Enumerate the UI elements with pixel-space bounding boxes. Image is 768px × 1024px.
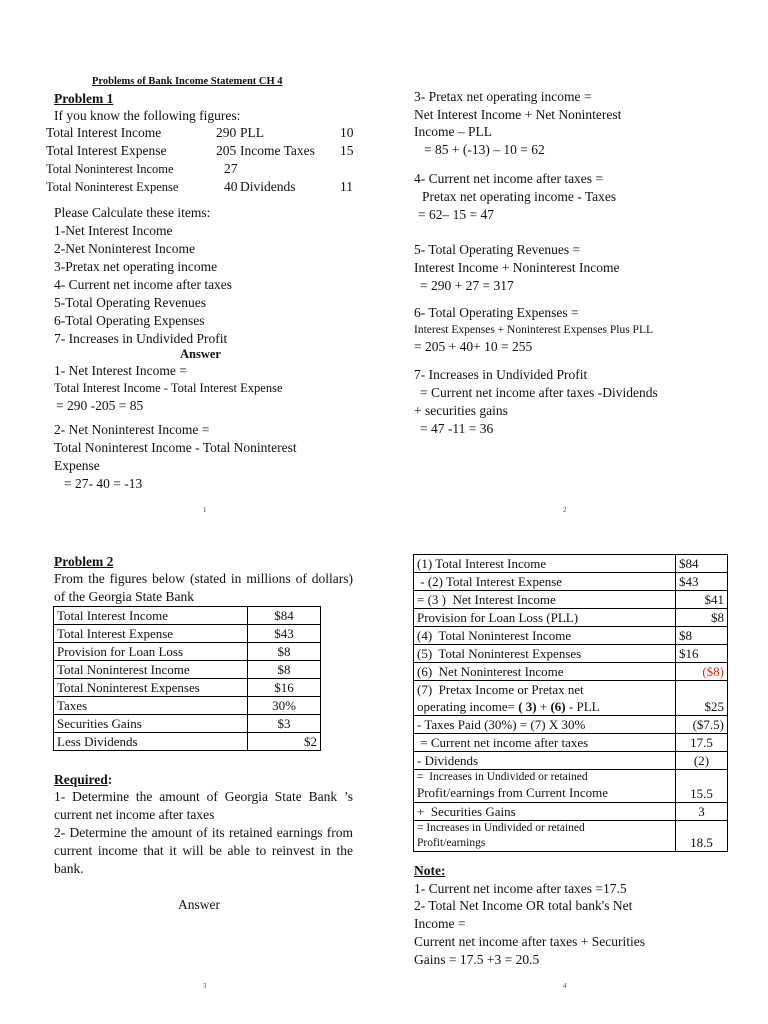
page-number: 2 bbox=[563, 506, 567, 514]
row-label: Securities Gains bbox=[54, 715, 248, 733]
row-value: $2 bbox=[248, 733, 321, 751]
row-label: + Securities Gains bbox=[414, 803, 676, 821]
calc-item: 5-Total Operating Revenues bbox=[54, 295, 207, 310]
figure-label-2: Income Taxes bbox=[240, 143, 315, 158]
answer-4-formula: Pretax net operating income - Taxes bbox=[422, 189, 617, 204]
answer-5-formula: Interest Income + Noninterest Income bbox=[414, 260, 620, 275]
row-value: 17.5 bbox=[676, 734, 728, 752]
answer-3-formula-cont: Income – PLL bbox=[414, 124, 492, 139]
table-row bbox=[54, 607, 321, 625]
row-label: Total Interest Income bbox=[54, 607, 248, 625]
figure-label-2: PLL bbox=[240, 125, 265, 140]
row-value: $8 bbox=[676, 609, 728, 627]
answer-7-result: = 47 -11 = 36 bbox=[420, 421, 494, 436]
row-value: $3 bbox=[248, 715, 321, 733]
figure-label: Total Interest Expense bbox=[46, 143, 167, 158]
note-1: 1- Current net income after taxes =17.5 bbox=[414, 881, 627, 896]
page-header: Problems of Bank Income Statement CH 4 bbox=[92, 76, 283, 87]
calc-item: 4- Current net income after taxes bbox=[54, 277, 233, 292]
row-value: (2) bbox=[676, 752, 728, 770]
figure-value: 290 bbox=[216, 125, 237, 140]
table-row bbox=[54, 697, 321, 715]
answer-7-formula: = Current net income after taxes -Dividends bbox=[420, 385, 658, 400]
answer-7-head: 7- Increases in Undivided Profit bbox=[414, 367, 588, 382]
page-number: 3 bbox=[203, 982, 207, 990]
row-value: $8 bbox=[676, 627, 728, 645]
figure-label: Total Interest Income bbox=[46, 125, 162, 140]
table-row bbox=[414, 555, 728, 573]
row-value: $43 bbox=[248, 625, 321, 643]
row-label: (7) Pretax Income or Pretax net operating income= ( 3) + (6) - PLL bbox=[414, 681, 676, 716]
figure-label-2: Dividends bbox=[240, 179, 296, 194]
figure-value-2: 11 bbox=[340, 179, 353, 194]
note-2: 2- Total Net Income OR total bank's Net bbox=[414, 898, 633, 913]
table-row bbox=[414, 609, 728, 627]
table-row bbox=[54, 643, 321, 661]
answer-3-formula: Net Interest Income + Net Noninterest bbox=[414, 107, 622, 122]
table-row bbox=[414, 734, 728, 752]
problem-1-title: Problem 1 bbox=[54, 91, 114, 106]
row-label: = Increases in Undivided or retained Profit/earnings bbox=[414, 821, 676, 852]
answer-2-result: = 27- 40 = -13 bbox=[64, 476, 143, 491]
calc-item: 2-Net Noninterest Income bbox=[54, 241, 195, 256]
table-row bbox=[414, 803, 728, 821]
row-value: $8 bbox=[248, 661, 321, 679]
figure-value: 205 bbox=[216, 143, 237, 158]
row-label: = (3 ) Net Interest Income bbox=[414, 591, 676, 609]
row-label: - Taxes Paid (30%) = (7) X 30% bbox=[414, 716, 676, 734]
required-2: 2- Determine the amount of its retained earnings from current income that it will be able to reinvest in the bank. bbox=[54, 825, 353, 876]
row-label: Provision for Loan Loss bbox=[54, 643, 248, 661]
problem-1-intro: If you know the following figures: bbox=[54, 108, 241, 123]
row-label: (5) Total Noninterest Expenses bbox=[414, 645, 676, 663]
figure-value-2: 15 bbox=[340, 143, 354, 158]
table-row bbox=[414, 645, 728, 663]
calc-item: 6-Total Operating Expenses bbox=[54, 313, 205, 328]
answer-2-formula: Total Noninterest Income - Total Noninterest bbox=[54, 440, 297, 455]
table-row bbox=[414, 573, 728, 591]
note-2-formula: Current net income after taxes + Securities bbox=[414, 934, 646, 949]
answer-title: Answer bbox=[180, 347, 221, 361]
table-row bbox=[414, 716, 728, 734]
table-row bbox=[414, 752, 728, 770]
answer-1-head: 1- Net Interest Income = bbox=[54, 363, 187, 378]
row-label: - Dividends bbox=[414, 752, 676, 770]
calc-item: 3-Pretax net operating income bbox=[54, 259, 218, 274]
figure-value: 40 bbox=[224, 179, 238, 194]
row-label: Less Dividends bbox=[54, 733, 248, 751]
figure-label: Total Noninterest Expense bbox=[46, 180, 179, 194]
calc-item: 7- Increases in Undivided Profit bbox=[54, 331, 228, 346]
row-value: $84 bbox=[676, 555, 728, 573]
answer-1-formula: Total Interest Income - Total Interest Expense bbox=[54, 381, 283, 395]
table-row bbox=[414, 591, 728, 609]
answer-5-head: 5- Total Operating Revenues = bbox=[414, 242, 581, 257]
row-label: - (2) Total Interest Expense bbox=[414, 573, 676, 591]
row-value: $25 bbox=[676, 681, 728, 716]
row-label: Total Interest Expense bbox=[54, 625, 248, 643]
table-row bbox=[54, 661, 321, 679]
answer-title: Answer bbox=[178, 897, 220, 912]
answer-7-formula-cont: + securities gains bbox=[414, 403, 508, 418]
row-label: = Increases in Undivided or retained Profit/earnings from Current Income bbox=[414, 770, 676, 803]
row-value: $8 bbox=[248, 643, 321, 661]
answer-6-formula: Interest Expenses + Noninterest Expenses Plus PLL bbox=[414, 324, 654, 336]
row-value: $84 bbox=[248, 607, 321, 625]
problem-2-title: Problem 2 bbox=[54, 554, 114, 569]
row-label: = Current net income after taxes bbox=[414, 734, 676, 752]
note-2-result: Gains = 17.5 +3 = 20.5 bbox=[414, 952, 540, 967]
answer-2-formula-cont: Expense bbox=[54, 458, 100, 473]
row-label: Total Noninterest Expenses bbox=[54, 679, 248, 697]
row-value: 3 bbox=[676, 803, 728, 821]
row-value: $16 bbox=[248, 679, 321, 697]
table-row bbox=[414, 663, 728, 681]
required-title: Required: bbox=[54, 772, 113, 787]
row-label: (4) Total Noninterest Income bbox=[414, 627, 676, 645]
page-number: 4 bbox=[563, 982, 567, 990]
figure-label: Total Noninterest Income bbox=[46, 162, 174, 176]
answer-1-result: = 290 -205 = 85 bbox=[56, 398, 144, 413]
table-row bbox=[414, 770, 728, 803]
answer-5-result: = 290 + 27 = 317 bbox=[420, 278, 514, 293]
figure-value-2: 10 bbox=[340, 125, 354, 140]
figure-value: 27 bbox=[224, 161, 238, 176]
row-value: 18.5 bbox=[676, 821, 728, 852]
row-label: (6) Net Noninterest Income bbox=[414, 663, 676, 681]
table-row bbox=[414, 681, 728, 716]
row-value: 30% bbox=[248, 697, 321, 715]
table-row bbox=[54, 733, 321, 751]
table-row bbox=[54, 679, 321, 697]
problem-2-intro: From the figures below (stated in millions of dollars) of the Georgia State Bank bbox=[54, 571, 353, 604]
row-label: (1) Total Interest Income bbox=[414, 555, 676, 573]
answer-6-head: 6- Total Operating Expenses = bbox=[414, 305, 579, 320]
row-value: $43 bbox=[676, 573, 728, 591]
row-value: ($8) bbox=[676, 663, 728, 681]
row-value: $16 bbox=[676, 645, 728, 663]
row-label: Provision for Loan Loss (PLL) bbox=[414, 609, 676, 627]
answer-4-result: = 62– 15 = 47 bbox=[418, 207, 494, 222]
row-value: 15.5 bbox=[676, 770, 728, 803]
calc-item: 1-Net Interest Income bbox=[54, 223, 173, 238]
page-number: 1 bbox=[203, 506, 207, 514]
row-value: $41 bbox=[676, 591, 728, 609]
row-label: Taxes bbox=[54, 697, 248, 715]
answer-2-head: 2- Net Noninterest Income = bbox=[54, 422, 210, 437]
table-row bbox=[414, 627, 728, 645]
calc-title: Please Calculate these items: bbox=[54, 205, 211, 220]
answer-3-result: = 85 + (-13) – 10 = 62 bbox=[424, 142, 545, 157]
row-value: ($7.5) bbox=[676, 716, 728, 734]
table-row bbox=[54, 715, 321, 733]
income-statement-table bbox=[413, 554, 728, 852]
note-title: Note: bbox=[414, 863, 446, 878]
row-label: Total Noninterest Income bbox=[54, 661, 248, 679]
note-2-cont: Income = bbox=[414, 916, 466, 931]
answer-4-head: 4- Current net income after taxes = bbox=[414, 171, 604, 186]
answer-6-result: = 205 + 40+ 10 = 255 bbox=[414, 339, 533, 354]
required-1: 1- Determine the amount of Georgia State Bank ’s current net income after taxes bbox=[54, 789, 353, 822]
table-row bbox=[54, 625, 321, 643]
problem-2-table bbox=[53, 606, 321, 751]
calc-items bbox=[54, 222, 232, 348]
answer-3-head: 3- Pretax net operating income = bbox=[414, 89, 592, 104]
table-row bbox=[414, 821, 728, 852]
